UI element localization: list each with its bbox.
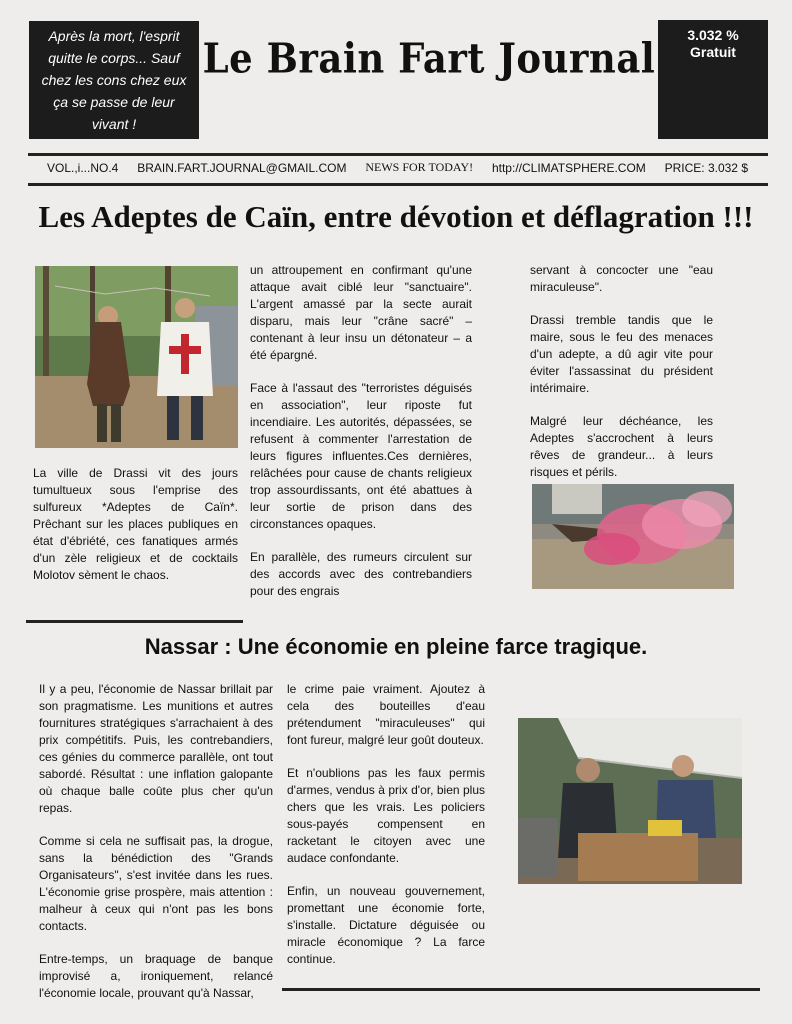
article1-col3-paragraph: Malgré leur déchéance, les Adeptes s'accrochent à leurs rêves de grandeur... à leurs risques et périls. <box>530 414 713 479</box>
photo-monk-and-crusader <box>35 266 238 448</box>
masthead-title: Le Brain Fart Journal <box>202 33 656 83</box>
article2-column2 <box>287 681 485 984</box>
article2-col2-paragraph: le crime paie vraiment. Ajoutez à cela des bouteilles d'eau prétendument "miraculeuses" qui font fureur, malgré leur goût douteux. <box>287 682 485 747</box>
volume-number: VOL.,i...NO.4 <box>47 160 119 175</box>
article1-column1 <box>33 465 238 600</box>
article1-column3 <box>530 262 713 497</box>
motto-box <box>29 21 199 139</box>
article1-col3-paragraph: Drassi tremble tandis que le maire, sous le feu des menaces d'un adepte, a dû agir vite pour éviter l'assassinat du président intérimaire. <box>530 313 713 395</box>
article1-col1-paragraph: La ville de Drassi vit des jours tumultueux sous l'emprise des sulfureux *Adeptes de Caïn*. Prêchant sur les places publiques en état d'ébriété, ces fanatiques armés d'un zèle religieux et de cocktails Molotov sèment le chaos. <box>33 466 238 582</box>
article2-col1-paragraph: Entre-temps, un braquage de banque improvisé a, ironiquement, relancé l'économie locale, prouvant qu'à Nassar, <box>39 952 273 1000</box>
article1-headline: Les Adeptes de Caïn, entre dévotion et déflagration !!! <box>38 199 754 234</box>
bottom-rule <box>282 988 760 991</box>
motto-text: Après la mort, l'esprit quitte le corps... Sauf chez les cons chez eux ça se passe de leur vivant ! <box>41 28 187 132</box>
top-rule <box>28 153 768 156</box>
price-box-free: Gratuit <box>690 44 736 60</box>
article2-column1 <box>39 681 273 1018</box>
issue-price: PRICE: 3.032 $ <box>664 160 748 175</box>
price-box <box>658 20 768 139</box>
article2-col1-paragraph: Il y a peu, l'économie de Nassar brillait par son pragmatisme. Les munitions et autres fournitures stratégiques s'arrachaient à des prix compétitifs. Puis, les contrebandiers, ces génies du commerce parallèle, ont tout sabordé. Résultat : une inflation galopante où chaque balle coûte plus cher qu'un repas. <box>39 682 273 815</box>
article2-col1-paragraph: Comme si cela ne suffisait pas, la drogue, sans la bénédiction des "Grands Organisateurs", s'est invitée dans les rues. L'économie grise prospère, mais attention : malheur à ceux qui n'ont pas les bons contacts. <box>39 834 273 933</box>
price-box-percent: 3.032 % <box>687 27 739 43</box>
website-url: http://CLIMATSPHERE.COM <box>491 160 646 175</box>
news-tagline: NEWS FOR TODAY! <box>365 160 474 174</box>
infobar-bottom-rule <box>28 183 768 186</box>
article2-col2-paragraph: Et n'oublions pas les faux permis d'armes, vendus à prix d'or, bien plus chers que les vrais. Les policiers sous-payés compensent en racketant le citoyen avec une audace confondante. <box>287 766 485 865</box>
photo-pink-smoke <box>532 484 734 589</box>
article1-col2-paragraph: En parallèle, des rumeurs circulent sur des accords avec des contrebandiers pour des engrais <box>250 550 472 598</box>
article1-col2-paragraph: Face à l'assaut des "terroristes déguisés en association", leur riposte fut incendiaire. Les autorités, dépassées, se refusent à commenter l'arrestation de leurs figures influentes.Ces dernières, relâchées pour cause de chants religieux trop assourdissants, ont été abattues à leur sortie de prison dans des circonstances opaques. <box>250 381 472 531</box>
section-divider <box>26 620 243 623</box>
article1-col3-paragraph: servant à concocter une "eau miraculeuse". <box>530 263 713 294</box>
photo-market-trade <box>518 718 742 884</box>
article2-col2-paragraph: Enfin, un nouveau gouvernement, promettant une économie forte, s'installe. Dictature déguisée ou miracle économique ? La farce continue. <box>287 884 485 966</box>
article1-column2 <box>250 262 472 616</box>
info-bar <box>28 160 768 175</box>
contact-email: BRAIN.FART.JOURNAL@GMAIL.COM <box>137 160 347 175</box>
article2-headline: Nassar : Une économie en pleine farce tragique. <box>144 634 648 659</box>
article1-col2-paragraph: un attroupement en confirmant qu'une attaque avait ciblé leur "sanctuaire". L'argent amassé par la secte aurait disparu, mais leur "crâne sacré" – contenant à leur insu un détonateur – a été épargné. <box>250 263 472 362</box>
